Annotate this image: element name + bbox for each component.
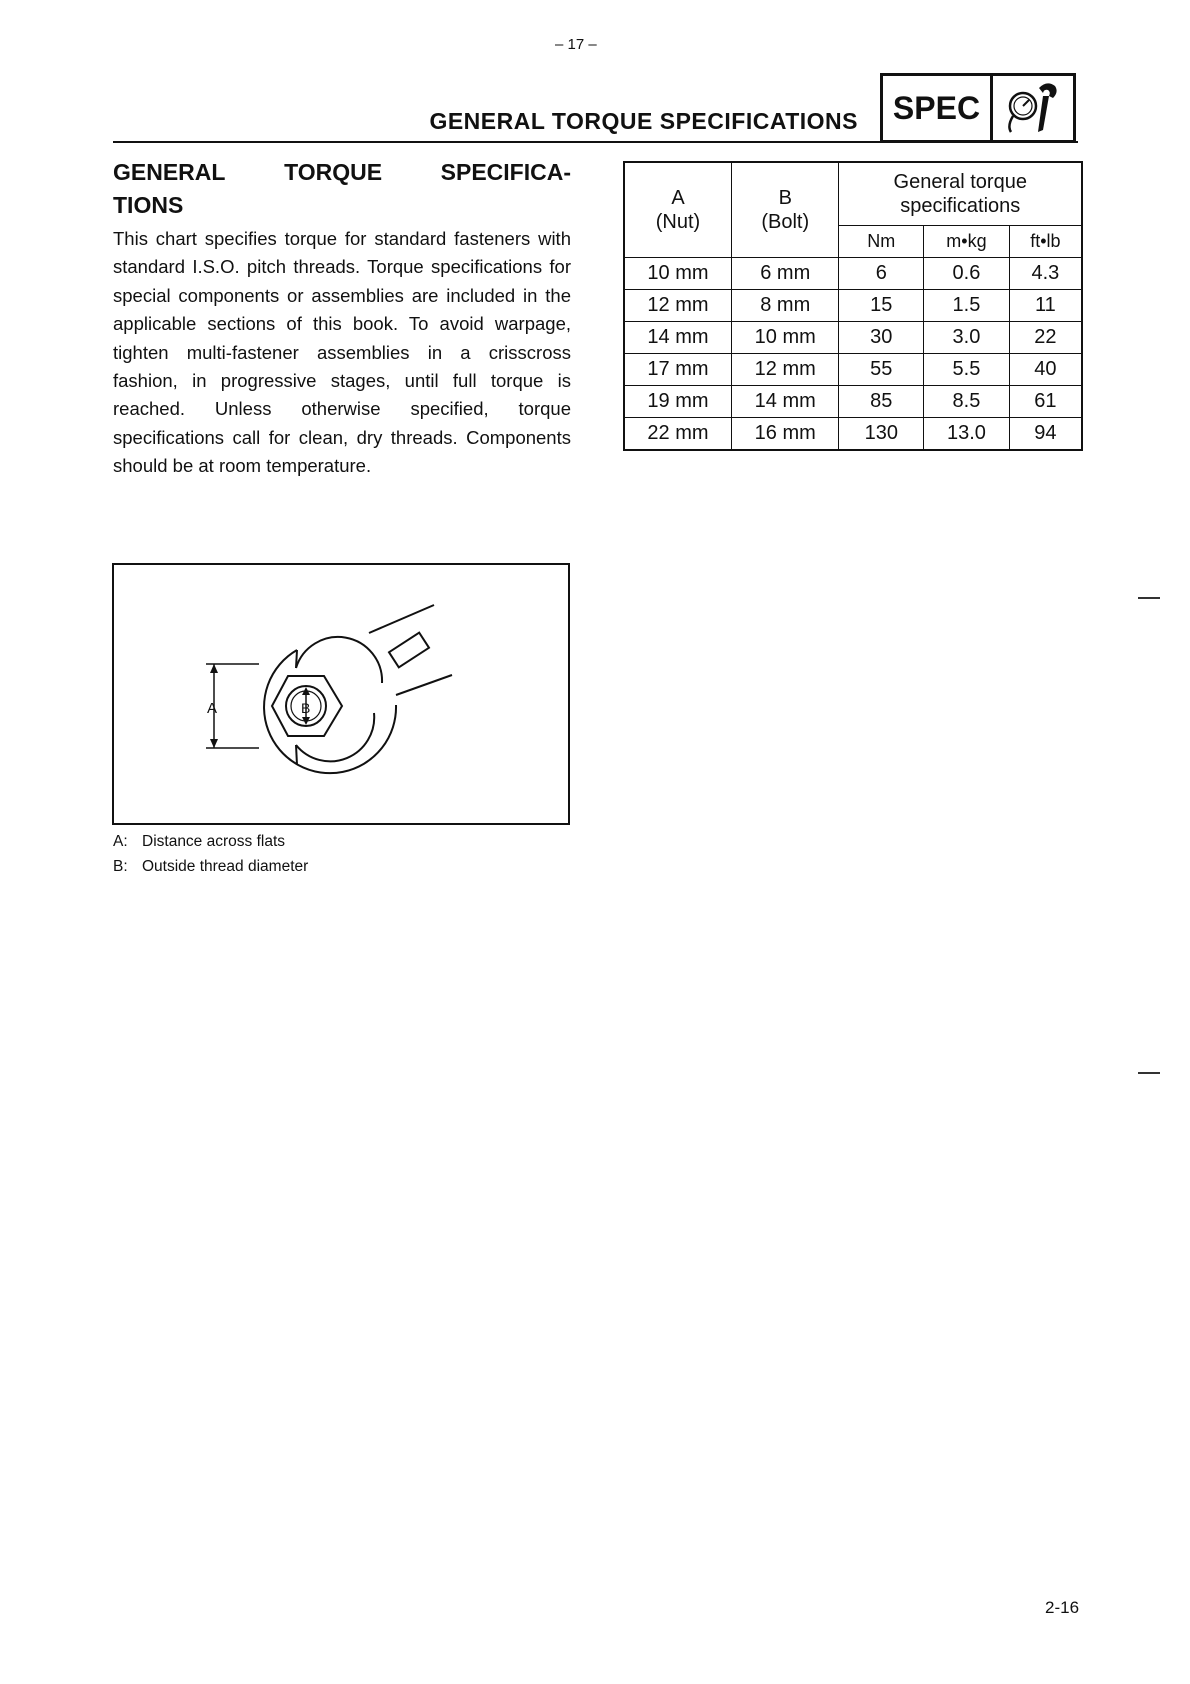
caption-a — [113, 829, 308, 854]
col-a-label: A — [671, 187, 685, 209]
cell-nut: 22 mm — [624, 418, 731, 451]
cell-bolt: 14 mm — [731, 386, 839, 418]
cell-nm: 55 — [839, 354, 924, 386]
page-number: – 17 – — [555, 36, 597, 53]
caption-b — [113, 854, 308, 879]
cell-bolt: 12 mm — [731, 354, 839, 386]
cell-mkg: 5.5 — [924, 354, 1010, 386]
cell-ftlb: 4.3 — [1009, 258, 1082, 290]
group-label-1: General torque — [893, 171, 1027, 193]
spec-badge-label: SPEC — [883, 76, 993, 140]
cell-nm: 15 — [839, 290, 924, 322]
cell-nm: 85 — [839, 386, 924, 418]
table-row — [624, 386, 1082, 418]
table-row — [624, 322, 1082, 354]
cell-nut: 10 mm — [624, 258, 731, 290]
wrench-illustration — [114, 565, 568, 823]
cell-mkg: 3.0 — [924, 322, 1010, 354]
cell-ftlb: 40 — [1009, 354, 1082, 386]
unit-ftlb: ft•lb — [1009, 226, 1082, 258]
wrench-figure — [112, 563, 570, 825]
cell-nm: 130 — [839, 418, 924, 451]
cell-mkg: 13.0 — [924, 418, 1010, 451]
cell-ftlb: 94 — [1009, 418, 1082, 451]
margin-mark — [1138, 1072, 1160, 1074]
cell-nut: 14 mm — [624, 322, 731, 354]
cell-bolt: 16 mm — [731, 418, 839, 451]
cell-ftlb: 11 — [1009, 290, 1082, 322]
cell-mkg: 8.5 — [924, 386, 1010, 418]
margin-mark — [1138, 597, 1160, 599]
figure-label-a: A — [207, 700, 218, 717]
cell-nm: 6 — [839, 258, 924, 290]
caption-b-key: B: — [113, 858, 128, 875]
heading-word-1: GENERAL — [113, 159, 226, 185]
unit-nm: Nm — [839, 226, 924, 258]
torque-table — [623, 161, 1083, 451]
figure-captions — [113, 829, 308, 879]
table-row — [624, 418, 1082, 451]
table-row — [624, 290, 1082, 322]
header-title: GENERAL TORQUE SPECIFICATIONS — [429, 108, 858, 134]
cell-nm: 30 — [839, 322, 924, 354]
caption-b-text: Outside thread diameter — [142, 858, 309, 875]
heading-line-2: TIONS — [113, 192, 184, 218]
cell-nut: 17 mm — [624, 354, 731, 386]
heading-word-2: TORQUE — [284, 159, 383, 185]
unit-mkg: m•kg — [924, 226, 1010, 258]
cell-nut: 19 mm — [624, 386, 731, 418]
heading-word-3: SPECIFICA- — [440, 159, 571, 185]
section-heading — [113, 156, 571, 222]
col-b-sub: (Bolt) — [761, 211, 810, 233]
group-label-2: specifications — [900, 195, 1021, 217]
cell-ftlb: 61 — [1009, 386, 1082, 418]
footer-page-number: 2-16 — [1045, 1598, 1080, 1617]
caption-a-key: A: — [113, 833, 128, 850]
caption-a-text: Distance across flats — [142, 833, 285, 850]
col-b-header — [731, 162, 839, 258]
col-a-sub: (Nut) — [655, 211, 701, 233]
table-row — [624, 354, 1082, 386]
cell-bolt: 10 mm — [731, 322, 839, 354]
col-b-label: B — [778, 187, 792, 209]
torque-group-header — [839, 162, 1082, 226]
cell-bolt: 6 mm — [731, 258, 839, 290]
cell-mkg: 0.6 — [924, 258, 1010, 290]
table-row — [624, 258, 1082, 290]
cell-bolt: 8 mm — [731, 290, 839, 322]
cell-mkg: 1.5 — [924, 290, 1010, 322]
body-paragraph: This chart specifies torque for standard fasteners with standard I.S.O. pitch threads. Torque specifications for special components or assemblies are included in the applicable sections of this book. To avoid warpage, tighten multi-fastener assemblies in a crisscross fashion, in progressive stages, until full torque is reached. Unless otherwise specified, torque specifications call for clean, dry threads. Components should be at room temperature. — [113, 228, 571, 477]
gauge-wrench-icon — [993, 76, 1073, 140]
cell-nut: 12 mm — [624, 290, 731, 322]
col-a-header — [624, 162, 731, 258]
spec-badge — [880, 73, 1076, 143]
figure-label-b: B — [301, 700, 311, 716]
cell-ftlb: 22 — [1009, 322, 1082, 354]
